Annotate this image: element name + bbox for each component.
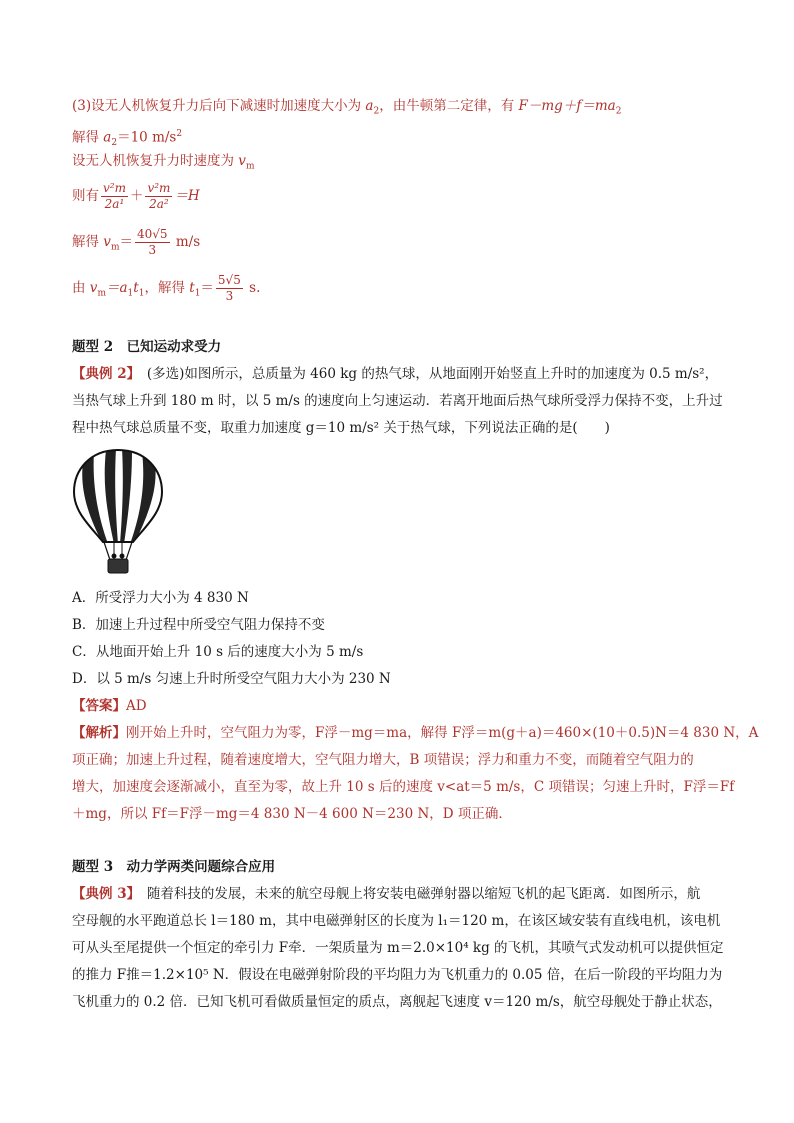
part3-equation xyxy=(72,178,200,214)
text: (多选)如图所示，总质量为 460 kg 的热气球，从地面刚开始竖直上升时的加速度为 0.5 m/s²， xyxy=(133,366,719,382)
text: 设无人机恢复升力时速度为 xyxy=(72,153,239,169)
type3-question-line1 xyxy=(72,884,700,904)
text: ＝10 m/s xyxy=(117,129,177,146)
text: (3)设无人机恢复升力后向下减速时加速度大小为 xyxy=(72,98,366,114)
option-a: A．所受浮力大小为 4 830 N xyxy=(72,590,249,606)
part3-set-vm xyxy=(72,151,254,177)
option-c: C．从地面开始上升 10 s 后的速度大小为 5 m/s xyxy=(72,644,364,660)
option-d: D．以 5 m/s 匀速上升时所受空气阻力大小为 230 N xyxy=(72,671,391,687)
fraction-t1 xyxy=(216,273,243,304)
sub: 1 xyxy=(127,288,134,299)
var: ＝a xyxy=(105,280,128,296)
text: ＝H xyxy=(174,188,200,204)
sub: m xyxy=(97,288,106,299)
var: t xyxy=(189,280,195,296)
answer-label: 【答案】 xyxy=(72,698,126,714)
sub: 1 xyxy=(138,288,145,299)
analysis-label: 【解析】 xyxy=(72,725,126,741)
type3-heading: 题型 3 动力学两类问题综合应用 xyxy=(72,859,276,875)
type3-question-line4: 的推力 F推＝1.2×10⁵ N．假设在电磁弹射阶段的平均阻力为飞机重力的 0.05 倍，在后一阶段的平均阻力为 xyxy=(72,967,723,983)
fraction-2 xyxy=(145,181,172,212)
type3-question-line3: 可从头至尾提供一个恒定的牵引力 F牵．一架质量为 m＝2.0×10⁴ kg 的飞机，其喷气式发动机可以提供恒定 xyxy=(72,940,724,956)
text: ，由牛顿第二定律，有 xyxy=(379,98,519,114)
text: ，解得 xyxy=(144,280,190,296)
equation: F－mg＋f＝ma xyxy=(518,98,616,114)
answer xyxy=(72,696,147,716)
fraction-vm xyxy=(135,227,170,258)
type2-question-line2: 当热气球上升到 180 m 时，以 5 m/s 的速度向上匀速运动．若离开地面后热气球所受浮力保持不变，上升过 xyxy=(72,393,723,409)
fraction-1 xyxy=(101,181,128,212)
text: 刚开始上升时，空气阻力为零，F浮－mg＝ma，解得 F浮＝m(g＋a)＝460×(10＋0.5)N＝4 830 N，A xyxy=(126,725,759,741)
denominator: 2a¹ xyxy=(104,197,125,211)
denominator: 3 xyxy=(148,243,157,257)
numerator: 40√5 xyxy=(136,227,168,241)
var: t xyxy=(133,280,139,296)
part3-solve-a2 xyxy=(72,124,182,153)
type3-question-line5: 飞机重力的 0.2 倍．已知飞机可看做质量恒定的质点，离舰起飞速度 v＝120 m/s，航空母舰处于静止状态， xyxy=(72,994,722,1010)
var: a xyxy=(103,129,112,146)
var: v xyxy=(89,280,98,296)
var: a xyxy=(365,98,374,114)
text: 解得 xyxy=(72,129,104,146)
numerator: 5√5 xyxy=(217,273,241,287)
text: 随着科技的发展，未来的航空母舰上将安装电磁弹射器以缩短飞机的起飞距离．如图所示，航 xyxy=(133,886,701,902)
sub: 2 xyxy=(111,138,118,149)
sup: 2 xyxy=(176,129,183,139)
sub: m xyxy=(110,242,120,253)
sub: m xyxy=(245,161,255,172)
part3-solve-t1 xyxy=(72,270,260,306)
text: 则有 xyxy=(72,188,99,204)
type2-question-line1 xyxy=(72,364,718,384)
text: ＝ xyxy=(200,280,214,296)
option-b: B．加速上升过程中所受空气阻力保持不变 xyxy=(72,617,325,633)
hot-air-balloon-image xyxy=(70,446,166,578)
text: ＋ xyxy=(129,188,144,204)
var: v xyxy=(238,153,246,169)
text: 解得 xyxy=(72,234,104,250)
type2-heading: 题型 2 已知运动求受力 xyxy=(72,339,222,355)
analysis-line1 xyxy=(72,723,758,743)
sub: 1 xyxy=(194,288,201,299)
text: ＝ xyxy=(119,234,133,250)
sub: 2 xyxy=(615,106,622,117)
part3-solve-vm xyxy=(72,224,200,260)
denominator: 2a² xyxy=(149,197,169,211)
text: s. xyxy=(244,280,261,296)
answer-value: AD xyxy=(126,698,147,714)
text: m/s xyxy=(171,234,201,250)
analysis-line2: 项正确；加速上升过程，随着速度增大，空气阻力增大，B 项错误；浮力和重力不变，而随着空气阻力的 xyxy=(72,752,694,768)
example-label: 【典例 3】 xyxy=(72,886,134,902)
text: 由 xyxy=(72,280,90,296)
type3-question-line2: 空母舰的水平跑道总长 l＝180 m，其中电磁弹射区的长度为 l₁＝120 m，在该区域安装有直线电机，该电机 xyxy=(72,913,721,929)
numerator: v²m xyxy=(147,181,171,195)
denominator: 3 xyxy=(225,289,234,303)
type2-question-line3: 程中热气球总质量不变，取重力加速度 g＝10 m/s² 关于热气球，下列说法正确的是( ) xyxy=(72,420,610,436)
analysis-line4: ＋mg，所以 Ff＝F浮－mg＝4 830 N－4 600 N＝230 N，D 项正确． xyxy=(72,806,512,822)
part3-line1 xyxy=(72,96,621,122)
analysis-line3: 增大，加速度会逐渐减小，直至为零，故上升 10 s 后的速度 v<at＝5 m/s，C 项错误；匀速上升时，F浮＝Ff xyxy=(72,779,735,795)
sub: 2 xyxy=(373,106,380,117)
numerator: v²m xyxy=(103,181,126,195)
example-label: 【典例 2】 xyxy=(72,366,134,382)
var: v xyxy=(103,234,111,250)
